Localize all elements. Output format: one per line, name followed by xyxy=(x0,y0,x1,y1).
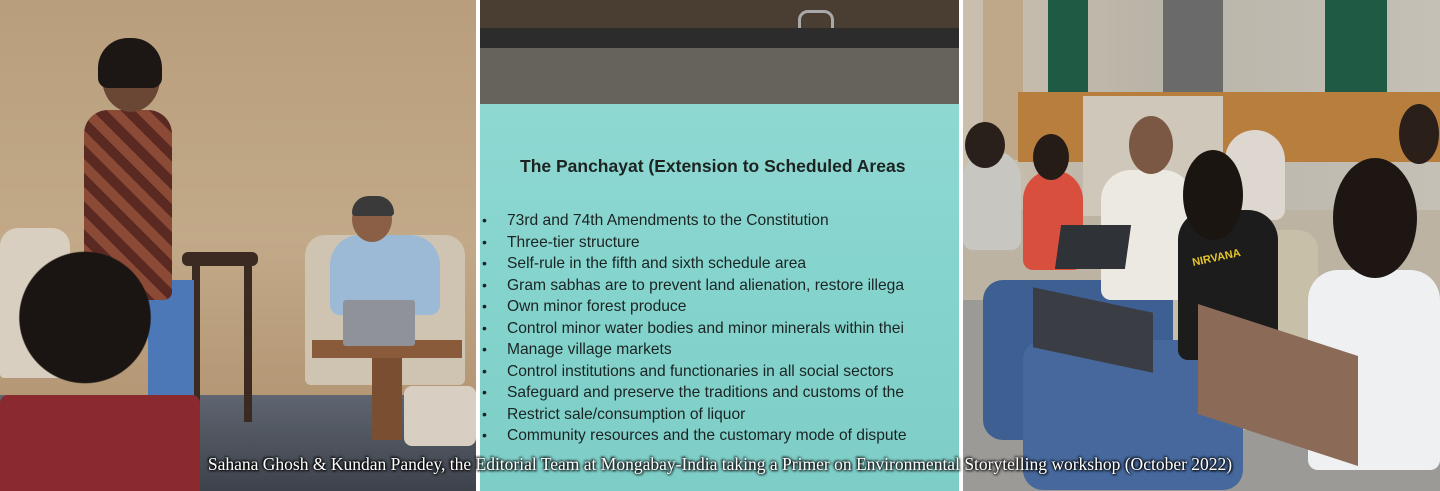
slide-bullet-item: • Community resources and the customary mode of dispute xyxy=(482,427,907,444)
bullet-icon: • xyxy=(482,319,487,336)
attendee-head xyxy=(1129,116,1173,174)
slide-bullet-item: • 73rd and 74th Amendments to the Constitution xyxy=(482,212,829,229)
slide-bullet-item: • Self-rule in the fifth and sixth schedule area xyxy=(482,255,807,272)
attendee-head xyxy=(1033,134,1069,180)
attendee-head xyxy=(1399,104,1439,164)
bar-stool xyxy=(182,252,258,266)
bullet-icon: • xyxy=(482,384,487,400)
slide-bullet-item: • Control institutions and functionaries in all social sectors xyxy=(482,362,894,380)
green-panel xyxy=(1048,0,1088,92)
tshirt-print: NIRVANA xyxy=(1191,247,1242,269)
laptop xyxy=(1055,225,1131,269)
slide-title: The Panchayat (Extension to Scheduled Areas xyxy=(520,156,906,176)
photo-slide-panel xyxy=(480,0,959,491)
side-table-base xyxy=(372,356,402,440)
photo-caption: Sahana Ghosh & Kundan Pandey, the Editorial Team at Mongabay-India taking a Primer on Environmental Storytelling workshop (October 2022) xyxy=(207,454,1233,474)
bullet-icon: • xyxy=(482,276,487,293)
slide-bullet-item: • Gram sabhas are to prevent land alienation, restore illega xyxy=(482,276,905,294)
bullet-icon: • xyxy=(482,298,487,314)
photo-audience-panel xyxy=(963,0,1440,491)
bullet-icon: • xyxy=(482,427,487,443)
laptop xyxy=(343,300,415,346)
bullet-icon: • xyxy=(482,362,487,379)
projected-slide xyxy=(480,104,959,491)
bullet-icon: • xyxy=(482,405,487,422)
speaker-hair xyxy=(98,38,162,88)
green-panel xyxy=(1325,0,1387,92)
screen-top-band xyxy=(480,48,959,104)
slide-bullet-item: • Three-tier structure xyxy=(482,233,640,251)
bullet-icon: • xyxy=(482,255,487,271)
attendee-head xyxy=(1183,150,1243,240)
ceiling xyxy=(480,0,959,28)
bullet-icon: • xyxy=(482,212,487,228)
bullet-icon: • xyxy=(482,341,487,357)
bullet-icon: • xyxy=(482,233,487,250)
slide-bullet-item: • Restrict sale/consumption of liquor xyxy=(482,405,746,423)
audience-chair xyxy=(0,395,200,491)
attendee-head xyxy=(1333,158,1417,278)
slide-bullet-list xyxy=(480,210,959,447)
ottoman xyxy=(404,386,476,446)
slide-bullet-item: • Safeguard and preserve the traditions and customs of the xyxy=(482,384,905,401)
photo-speaker-panel xyxy=(0,0,476,491)
screen-housing xyxy=(480,28,959,48)
slide-bullet-item: • Control minor water bodies and minor minerals within thei xyxy=(482,319,904,337)
audience-member-head xyxy=(0,250,170,400)
seated-man-hair xyxy=(352,196,394,216)
slide-bullet-item: • Own minor forest produce xyxy=(482,298,687,315)
bar-stool-leg xyxy=(244,262,252,422)
slide-bullet-item: • Manage village markets xyxy=(482,341,672,358)
storage-shelf xyxy=(1163,0,1223,100)
attendee-head xyxy=(965,122,1005,168)
